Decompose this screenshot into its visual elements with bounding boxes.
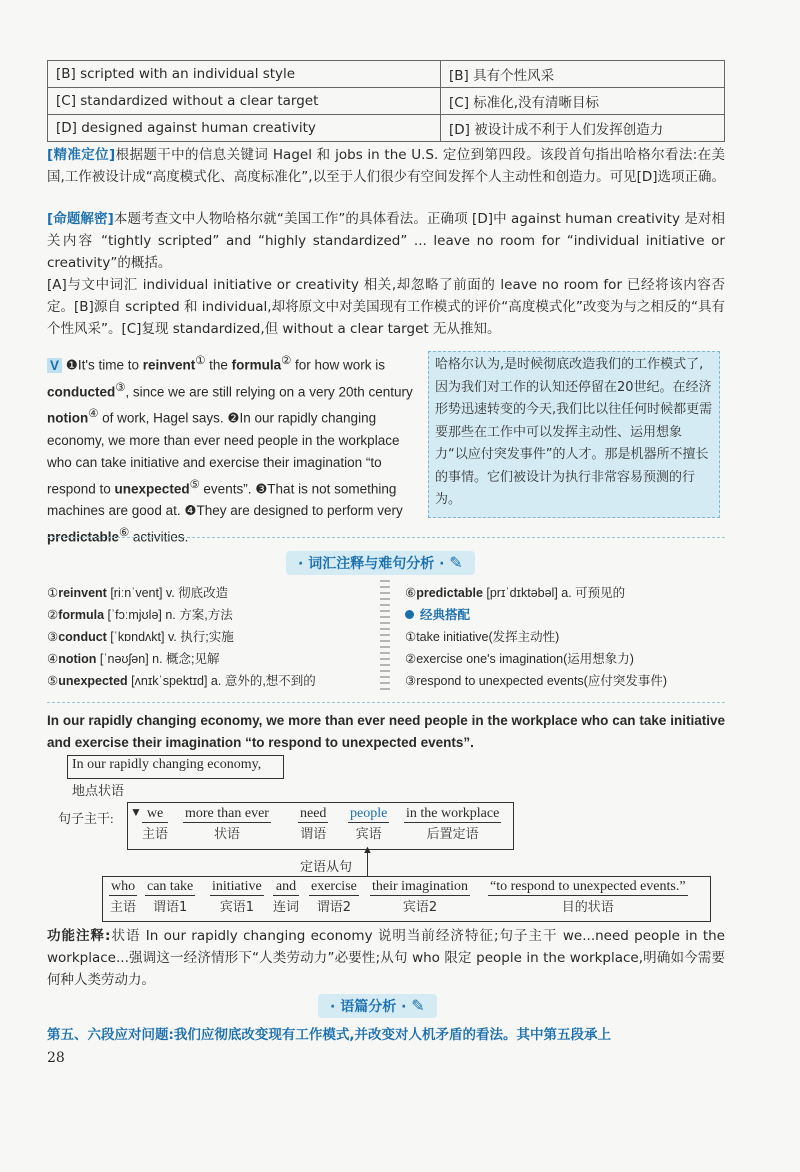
adverbial-phrase: In our rapidly changing economy, [72,757,262,772]
locate-label: [精准定位] [47,147,116,163]
vocab-entry: ②formula [ˈfɔːmjʊlə] n. 方案,方法 [47,608,233,622]
option-en: [C] standardized without a clear target [48,88,441,115]
locate-paragraph [47,144,725,188]
vocab-word: notion [47,410,89,426]
function-note [47,925,725,991]
option-row [48,61,725,88]
decode-paragraph [47,208,725,274]
analysis-paragraph: [A]与文中词汇 individual initiative or creativity 相关,却忽略了前面的 leave no room for 已经将该内容否定。[B]源自 scripted 和 individual,却将原文中对美国现有工作模式的评价“高度模式化”改变为与之相反的“具有个性风采”。[C]复现 standardized,但 without a clear target 无从推知。 [47,277,725,337]
translation-box: 哈格尔认为,是时候彻底改造我们的工作模式了,因为我们对工作的认知还停留在20世纪。在经济形势迅速转变的今天,我们比以往任何时候都更需要那些在工作中可以发挥主动性、运用想象力“以应付突发事件”的人才。那是机器所不擅长的事情。它们被设计为执行非常容易预测的行为。 [428,351,720,518]
discourse-section-title [318,994,437,1018]
option-en: [D] designed against human creativity [48,115,441,142]
clause-word: who 主语 [110,879,137,915]
function-note-text: 状语 In our rapidly changing economy 说明当前经济特征;句子主干 we...need people in the workplace...强调这一经济情形下“人类劳动力”必要性;从句 who 限定 people in the workplace,明确如今需要何种人类劳动力。 [47,928,725,988]
divider [47,702,725,703]
discourse-text: 第五、六段应对问题:我们应彻底改变现有工作模式,并改变对人机矛盾的看法。其中第五段承上 [47,1027,612,1043]
quill-pen-icon: ✎ [411,996,425,1015]
clause-word: initiative 宾语1 [212,879,262,915]
arrow-up-icon: ▲ [362,844,373,856]
main-word: more than ever 状语 [185,806,269,842]
main-word: need 谓语 [300,806,327,842]
main-word: we 主语 [142,806,169,842]
passage-paragraph [47,350,417,549]
sentence-text: events”. [199,481,256,496]
vocab-entry: ③conduct [ˈkɒndʌkt] v. 执行;实施 [47,630,234,644]
paragraph-label: V [47,358,62,373]
option-en: [B] scripted with an individual style [48,61,441,88]
option-row [48,115,725,142]
divider [47,537,725,538]
vocab-word: reinvent [142,357,196,373]
option-zh: [C] 标准化,没有清晰目标 [441,88,725,115]
bullet-dot-icon [405,610,414,619]
vocab-entry: ⑤unexpected [ʌnɪkˈspektɪd] a. 意外的,想不到的 [47,674,316,688]
option-zh: [B] 具有个性风采 [441,61,725,88]
arrow-down-icon: ▼ [130,805,142,819]
collocation-heading: 经典搭配 [405,604,725,626]
option-row [48,88,725,115]
vocab-word: conducted [47,384,116,399]
sentence-text: ❸That is not something machines are good at. [47,481,397,518]
function-note-label: 功能注释: [47,928,111,944]
clause-word: their imagination 宾语2 [372,879,469,915]
adverbial-role: 地点状语 [72,783,125,798]
vocab-list-left [47,582,377,692]
spiral-binding-divider [380,580,390,692]
vocab-word: predictable [47,529,120,545]
option-zh: [D] 被设计成不利于人们发挥创造力 [441,115,725,142]
locate-text: 根据题干中的信息关键词 Hagel 和 jobs in the U.S. 定位到第四段。该段首句指出哈格尔看法:在美国,工作被设计成“高度模式化、高度标准化”,以至于人们很少有空间发挥个人主动性和创造力。可见[D]选项正确。 [47,147,725,185]
clause-word: and 连词 [273,879,300,915]
clause-label: 定语从句 [300,859,353,874]
sentence-text: , since we are still relying on a very 20th century [125,384,413,399]
footnote-mark: ① [195,355,206,367]
sentence-text: activities. [129,529,189,545]
clause-word: exercise 谓语2 [311,879,357,915]
decode-label: [命题解密] [47,211,114,227]
example-sentence: In our rapidly changing economy, we more than ever need people in the workplace who can take initiative and exercise their imagination “to respond to unexpected events”. [47,713,725,750]
vocab-word: unexpected [114,481,190,496]
clause-word: “to respond to unexpected events.” 目的状语 [490,879,686,915]
vocab-word: formula [231,357,282,373]
quill-pen-icon: ✎ [449,553,463,572]
vocab-section-title [286,551,475,575]
page-number: 28 [47,1050,65,1066]
decode-text: 本题考查文中人物哈格尔就“美国工作”的具体看法。正确项 [D]中 against human creativity 是对相关内容 “tightly scripted” and “highly standardized” ... leave no room for “individual initiative or creativity”的概括。 [47,211,725,271]
main-clause-label: 句子主干: [58,811,114,826]
sentence-text: for how work is [291,357,386,373]
vocab-entry: ⑥predictable [prɪˈdɪktəbəl] a. 可预见的 [405,586,626,600]
footnote-mark: ④ [88,408,99,420]
vocab-entry: ①reinvent [riːnˈvent] v. 彻底改造 [47,586,229,600]
collocation-item: ③respond to unexpected events(应付突发事件) [405,674,668,688]
footnote-mark: ⑥ [119,527,130,539]
clause-word: can take 谓语1 [147,879,194,915]
footnote-mark: ② [281,355,292,367]
collocation-item: ①take initiative(发挥主动性) [405,630,560,644]
options-table [47,60,725,142]
section-title-text: · 语篇分析 · [330,999,407,1015]
footnote-mark: ③ [115,381,126,394]
footnote-mark: ⑤ [189,478,200,491]
main-word: in the workplace 后置定语 [406,806,500,842]
collocation-item: ②exercise one's imagination(运用想象力) [405,652,634,666]
sentence-text: ❶It's time to [65,357,143,373]
sentence-text: ❷In our rapidly changing economy, we more than ever need people in the workplace who can take initiative and exercise their imagination “to respond to [47,410,400,496]
main-word: people 宾语 [350,806,388,842]
vocab-entry: ④notion [ˈnəʊʃən] n. 概念;见解 [47,652,220,666]
vocab-list-right [405,582,725,692]
section-title-text: · 词汇注释与难句分析 · [298,556,445,572]
sentence-text: the [205,357,232,373]
sentence-text: of work, Hagel says. [98,410,228,426]
sentence-text: ❹They are designed to perform very [184,503,403,518]
